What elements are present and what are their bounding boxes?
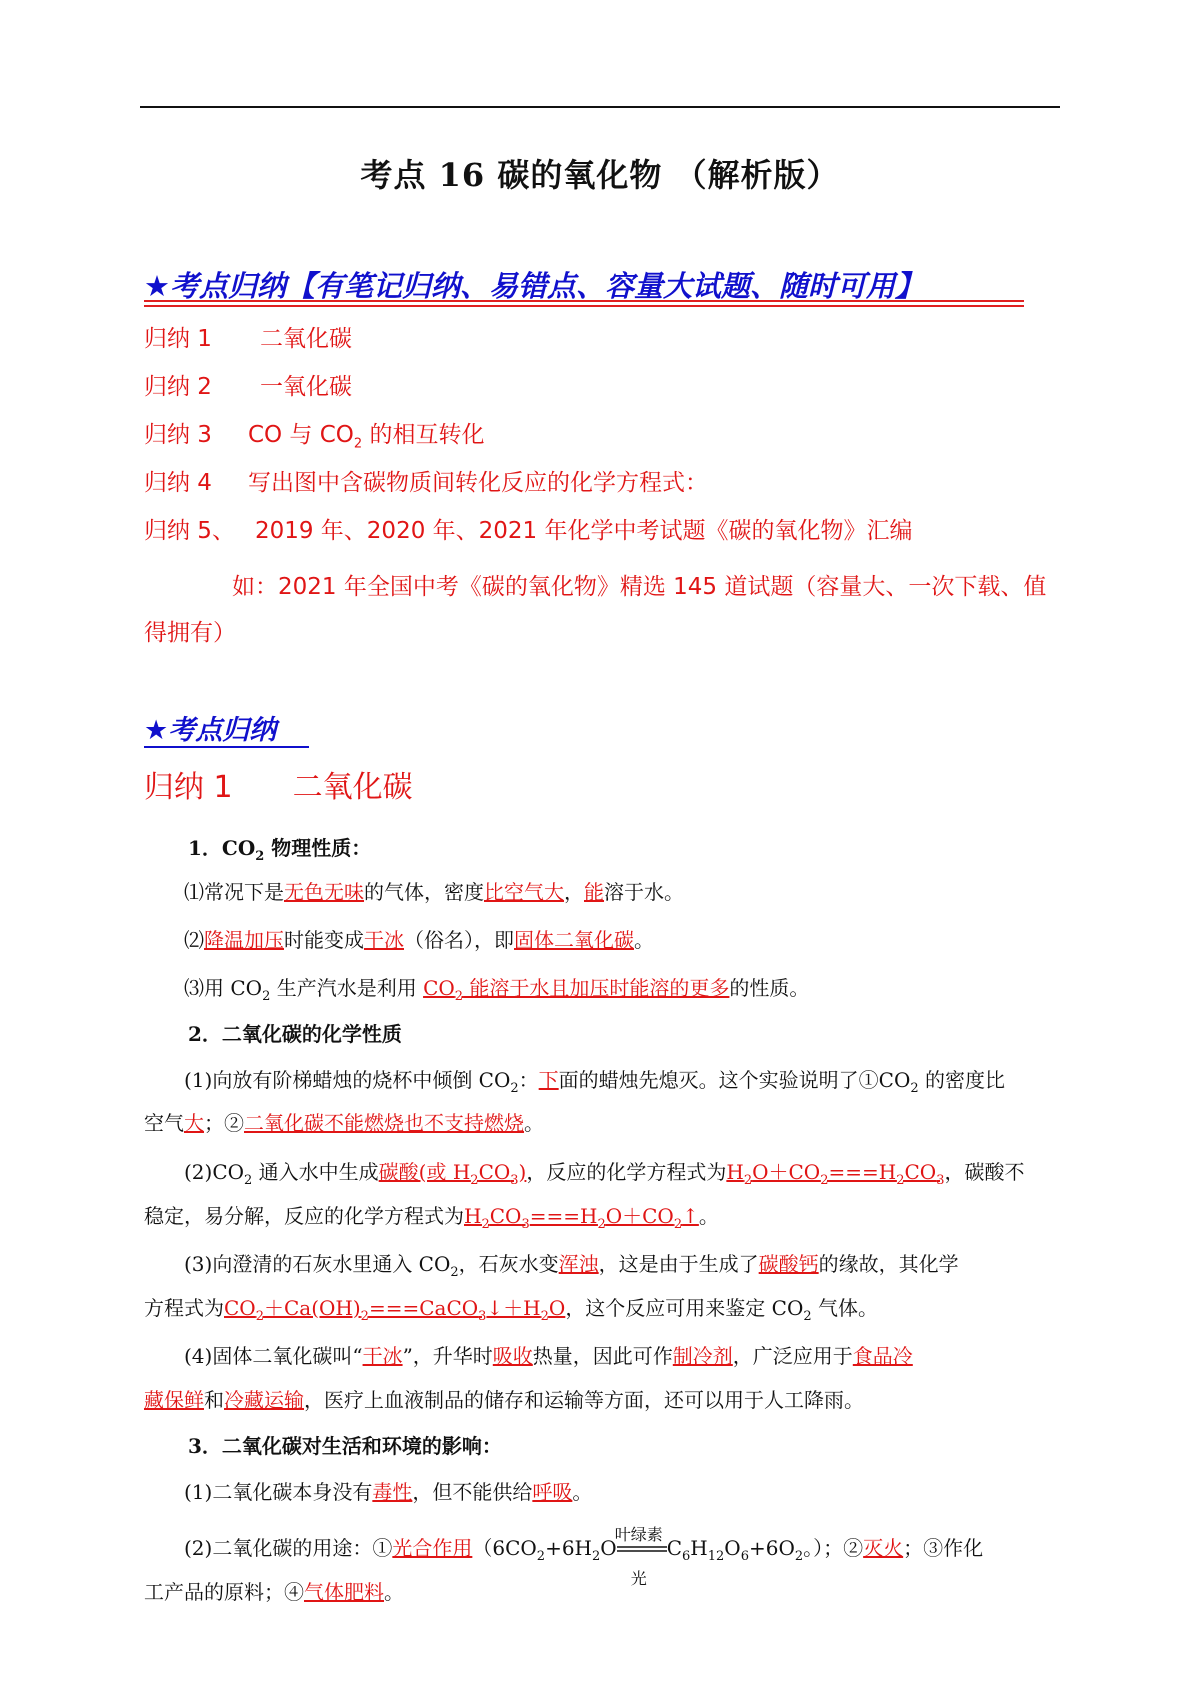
text: H <box>726 1160 744 1184</box>
text: 气体。 <box>811 1296 879 1320</box>
toc-item-2 <box>144 368 352 401</box>
text: CO <box>478 1160 511 1184</box>
s2-p4-line2 <box>144 1380 864 1421</box>
answer: 二氧化碳不能燃烧也不支持燃烧 <box>244 1111 524 1135</box>
text: ，医疗上血液制品的储存和运输等方面，还可以用于人工降雨。 <box>304 1388 864 1412</box>
text: ⑴常况下是 <box>184 880 284 904</box>
subscript: 2 <box>510 1081 519 1096</box>
toc-item-1 <box>144 320 352 353</box>
text: ；③作化 <box>903 1536 984 1560</box>
subscript: 2 <box>360 1309 369 1324</box>
subscript: 2 <box>597 1217 606 1232</box>
text: 。 <box>698 1204 719 1228</box>
subscript: 6 <box>740 1549 749 1564</box>
answer: 能 <box>584 880 604 904</box>
text: ===CaCO <box>368 1296 479 1320</box>
answer: 干冰 <box>362 1344 403 1368</box>
answer: 降温加压 <box>204 928 284 952</box>
text: O＋CO <box>605 1204 674 1228</box>
text: (2)二氧化碳的用途：① <box>184 1536 393 1560</box>
text: ＋Ca(OH) <box>263 1296 361 1320</box>
condition-top: 叶绿素 <box>614 1524 663 1544</box>
text: 空气 <box>144 1111 184 1135</box>
toc-label: 归纳 1 <box>144 326 212 352</box>
text: 方程式为 <box>144 1296 224 1320</box>
subscript: 2 <box>536 1549 546 1564</box>
answer: 碳酸钙 <box>758 1252 819 1276</box>
s3-p2-line1 <box>184 1524 984 1588</box>
text: H <box>464 1204 482 1228</box>
subscript: 2 <box>255 849 265 864</box>
toc-item-3 <box>144 416 485 452</box>
text: （俗名），即 <box>404 928 514 952</box>
text: 。）；② <box>803 1536 864 1560</box>
text: ： <box>518 1068 539 1092</box>
text: +6H <box>545 1536 592 1560</box>
answer <box>423 976 730 1004</box>
text: ”，升华时 <box>402 1344 493 1368</box>
toc-text: 写出图中含碳物质间转化反应的化学方程式： <box>247 470 708 496</box>
subscript: 2 <box>896 1173 905 1188</box>
s1-title <box>188 828 371 877</box>
text: (4)固体二氧化碳叫“ <box>184 1344 363 1368</box>
banner-rule-2 <box>144 305 1024 307</box>
header-rule <box>140 106 1060 108</box>
subscript: 3 <box>521 1217 530 1232</box>
text: 溶于水。 <box>604 880 684 904</box>
s2-p1-line2 <box>144 1103 544 1144</box>
text: ，但不能供给 <box>412 1480 533 1504</box>
text: (3)向澄清的石灰水里通入 CO <box>184 1252 451 1276</box>
text: ⑵ <box>184 928 204 952</box>
answer: 藏保鲜 <box>144 1388 204 1412</box>
answer: 比空气大 <box>484 880 564 904</box>
text: O <box>724 1536 741 1560</box>
subscript: 2 <box>743 1173 753 1188</box>
page-title: 考点 16 碳的氧化物 （解析版） <box>360 156 840 194</box>
text: 生产汽水是利用 <box>270 976 424 1000</box>
text: ，碳酸不 <box>944 1160 1025 1184</box>
promo-line-2: 得拥有） <box>144 620 236 646</box>
subsection-heading <box>144 762 413 806</box>
section-heading: ★考点归纳 <box>144 715 277 746</box>
text: CO <box>224 1296 256 1320</box>
text: ===H <box>529 1204 598 1228</box>
toc-text: 2019 年、2020 年、2021 年化学中考试题《碳的氧化物》汇编 <box>254 518 913 544</box>
toc-subscript: 2 <box>353 436 363 452</box>
answer: 大 <box>184 1111 204 1135</box>
text: CO <box>904 1160 937 1184</box>
subscript: 2 <box>244 1173 253 1188</box>
s2-p3-line2 <box>144 1288 878 1337</box>
subscript: 2 <box>470 1173 479 1188</box>
subscript: 2 <box>450 1265 459 1280</box>
text: 能溶于水且加压时能溶的更多 <box>463 976 730 1000</box>
s2-p1-line1 <box>184 1060 1005 1109</box>
s1-p1 <box>184 872 684 913</box>
answer: 食品冷 <box>852 1344 913 1368</box>
s3-p1 <box>184 1472 592 1513</box>
toc-text: CO 与 CO <box>247 422 354 448</box>
answer <box>464 1204 699 1232</box>
text: 碳酸(或 H <box>378 1160 471 1184</box>
text: ，广泛应用于 <box>732 1344 853 1368</box>
text: 物理性质： <box>264 836 372 860</box>
answer: 浑浊 <box>558 1252 599 1276</box>
subscript: 2 <box>803 1309 812 1324</box>
text: ；② <box>204 1111 244 1135</box>
s1-p2 <box>184 920 654 961</box>
s2-p4-line1 <box>184 1336 913 1377</box>
subscript: 2 <box>481 1217 490 1232</box>
text: ，这是由于生成了 <box>598 1252 759 1276</box>
banner-rule <box>144 300 1024 302</box>
text: 的性质。 <box>729 976 810 1000</box>
answer: 光合作用 <box>392 1536 473 1560</box>
reaction-condition <box>614 1524 667 1588</box>
text: 热量，因此可作 <box>532 1344 673 1368</box>
text: 。 <box>524 1111 544 1135</box>
answer <box>224 1296 566 1324</box>
subscript: 3 <box>936 1173 945 1188</box>
text: (1)向放有阶梯蜡烛的烧杯中倾倒 CO <box>184 1068 511 1092</box>
text: 。 <box>572 1480 593 1504</box>
subscript: 2 <box>255 1309 264 1324</box>
s2-p2-line2 <box>144 1196 719 1245</box>
text: 的气体，密度 <box>364 880 484 904</box>
text: ↑ <box>682 1204 699 1228</box>
subscript: 2 <box>592 1549 601 1564</box>
toc-label: 归纳 5、 <box>144 518 235 544</box>
s2-p3-line1 <box>184 1244 959 1293</box>
answer: 气体肥料 <box>304 1580 384 1604</box>
answer <box>378 1160 527 1188</box>
s3-title: 3．二氧化碳对生活和环境的影响： <box>188 1434 502 1458</box>
toc-text: 二氧化碳 <box>259 326 352 352</box>
subscript: 3 <box>478 1309 487 1324</box>
text: CO <box>423 976 455 1000</box>
text: 时能变成 <box>284 928 364 952</box>
heading-text: 二氧化碳 <box>292 770 413 805</box>
s2-p2-line1 <box>184 1152 1024 1201</box>
answer: 固体二氧化碳 <box>514 928 634 952</box>
banner-heading: ★考点归纳【有笔记归纳、易错点、容量大试题、随时可用】 <box>144 269 924 303</box>
answer: 冷藏运输 <box>224 1388 304 1412</box>
text: 工产品的原料；④ <box>144 1580 304 1604</box>
subscript: 2 <box>820 1173 829 1188</box>
answer: 干冰 <box>364 928 404 952</box>
text: 的密度比 <box>918 1068 1006 1092</box>
subscript: 2 <box>454 989 464 1004</box>
text: ，反应的化学方程式为 <box>526 1160 727 1184</box>
text: ===H <box>828 1160 897 1184</box>
subscript: 12 <box>707 1549 725 1564</box>
text: 。 <box>384 1580 404 1604</box>
subscript: 2 <box>262 989 271 1004</box>
s1-p3 <box>184 968 809 1017</box>
subscript: 2 <box>910 1081 919 1096</box>
text: O <box>548 1296 566 1320</box>
condition-bottom: 光 <box>630 1568 647 1588</box>
text: 的缘故，其化学 <box>818 1252 959 1276</box>
answer: 灭火 <box>863 1536 904 1560</box>
text: ，这个反应可用来鉴定 CO <box>565 1296 804 1320</box>
text: (2)CO <box>184 1160 245 1184</box>
text: ， <box>564 880 584 904</box>
text: ↓＋H <box>486 1296 541 1320</box>
answer: 下 <box>538 1068 559 1092</box>
subscript: 2 <box>794 1549 804 1564</box>
s2-title: 2．二氧化碳的化学性质 <box>188 1022 402 1046</box>
text: C <box>666 1536 682 1560</box>
section-heading-rule <box>144 746 309 748</box>
toc-label: 归纳 3 <box>144 422 212 448</box>
text: 稳定，易分解，反应的化学方程式为 <box>144 1204 464 1228</box>
answer: 制冷剂 <box>672 1344 733 1368</box>
text: 。 <box>634 928 654 952</box>
text: 通入水中生成 <box>252 1160 379 1184</box>
toc-label: 归纳 2 <box>144 374 212 400</box>
subscript: 2 <box>673 1217 683 1232</box>
s3-p2-line2 <box>144 1572 404 1613</box>
subscript: 2 <box>540 1309 549 1324</box>
text: (1)二氧化碳本身没有 <box>184 1480 373 1504</box>
heading-label: 归纳 1 <box>144 770 233 805</box>
text: O＋CO <box>752 1160 821 1184</box>
text: （6CO <box>472 1536 537 1560</box>
text: +6O <box>748 1536 795 1560</box>
promo-line-1: 如：2021 年全国中考《碳的氧化物》精选 145 道试题（容量大、一次下载、值 <box>232 574 1047 600</box>
text: CO <box>489 1204 522 1228</box>
answer: 毒性 <box>372 1480 413 1504</box>
answer <box>726 1160 945 1188</box>
text: ，石灰水变 <box>458 1252 559 1276</box>
subscript: 3 <box>510 1173 519 1188</box>
subscript: 6 <box>682 1549 691 1564</box>
text: 面的蜡烛先熄灭。这个实验说明了①CO <box>558 1068 911 1092</box>
text: ) <box>518 1160 527 1184</box>
toc-item-4 <box>144 464 708 497</box>
text: ⑶用 CO <box>184 976 263 1000</box>
text: O <box>600 1536 617 1560</box>
toc-item-5 <box>144 512 913 545</box>
toc-text: 一氧化碳 <box>259 374 352 400</box>
text: 1．CO <box>188 836 256 860</box>
answer: 吸收 <box>492 1344 533 1368</box>
text: 和 <box>204 1388 224 1412</box>
answer: 无色无味 <box>284 880 364 904</box>
toc-text-rest: 的相互转化 <box>362 422 485 448</box>
answer: 呼吸 <box>532 1480 573 1504</box>
text: H <box>690 1536 708 1560</box>
toc-label: 归纳 4 <box>144 470 212 496</box>
